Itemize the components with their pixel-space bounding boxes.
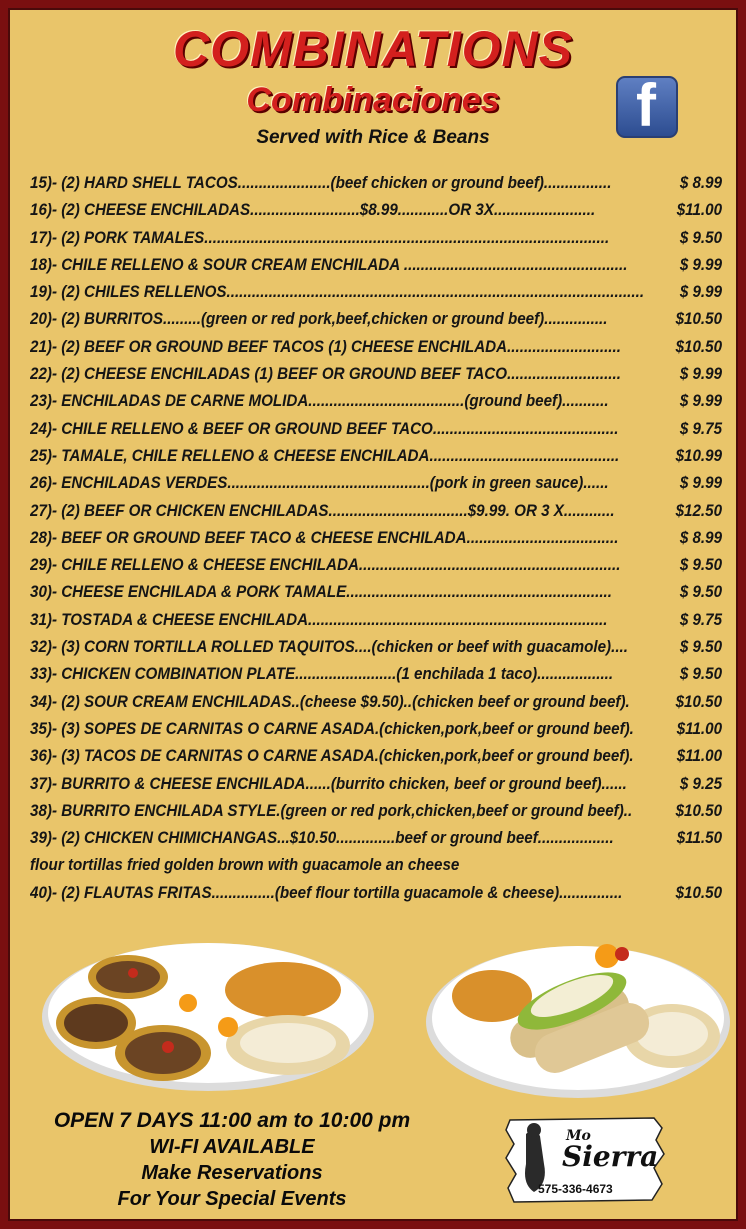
menu-item <box>30 689 722 716</box>
menu-item <box>30 416 722 443</box>
item-description: 20)- (2) BURRITOS.........(green or red pork,beef,chicken or ground beef)............... <box>30 310 608 329</box>
item-price: $ 9.50 <box>679 665 723 684</box>
item-price: $ 9.99 <box>679 392 723 411</box>
item-price: $ 8.99 <box>679 174 723 192</box>
item-description: 30)- CHEESE ENCHILADA & PORK TAMALE............................................................... <box>30 583 612 602</box>
item-price: $10.50 <box>675 692 723 711</box>
item-description: 22)- (2) CHEESE ENCHILADAS (1) BEEF OR GROUND BEEF TACO........................... <box>30 365 621 384</box>
item-description: 24)- CHILE RELLENO & BEEF OR GROUND BEEF TACO............................................ <box>30 419 619 438</box>
item-price: $10.50 <box>675 801 723 820</box>
menu-board <box>8 8 738 1221</box>
item-description: 36)- (3) TACOS DE CARNITAS O CARNE ASADA.(chicken,pork,beef or ground beef). <box>30 747 634 766</box>
menu-item <box>30 197 722 224</box>
menu-item <box>30 470 722 497</box>
item-price: $10.50 <box>675 883 723 902</box>
item-price: $ 9.25 <box>679 774 723 793</box>
menu-item <box>30 825 722 852</box>
item-price: $ 9.50 <box>679 228 723 247</box>
chimichanga-note: flour tortillas fried golden brown with guacamole an cheese <box>30 856 460 875</box>
item-price: $ 9.75 <box>679 419 723 438</box>
item-price: $ 8.99 <box>679 528 723 547</box>
menu-item <box>30 579 722 606</box>
facebook-icon[interactable] <box>616 72 678 139</box>
item-description: 17)- (2) PORK TAMALES................................................................................................ <box>30 228 610 247</box>
item-price: $11.00 <box>676 719 723 738</box>
menu-item <box>30 252 722 279</box>
item-price: $11.50 <box>676 829 723 848</box>
item-description: 21)- (2) BEEF OR GROUND BEEF TACOS (1) CHEESE ENCHILADA........................... <box>30 337 621 356</box>
item-price: $ 9.75 <box>679 610 723 629</box>
item-description: 38)- BURRITO ENCHILADA STYLE.(green or red pork,chicken,beef or ground beef).. <box>30 801 633 820</box>
item-description: 40)- (2) FLAUTAS FRITAS...............(beef flour tortilla guacamole & cheese)............... <box>30 883 623 902</box>
menu-item <box>30 306 722 333</box>
phone-number: 575-336-4673 <box>538 1182 613 1196</box>
menu-item <box>30 279 722 306</box>
footer-info <box>22 1108 442 1212</box>
menu-item <box>30 798 722 825</box>
tacos-plate-image <box>38 935 378 1095</box>
wifi-notice: WI-FI AVAILABLE <box>149 1136 315 1158</box>
item-description: 19)- (2) CHILES RELLENOS................................................................................................... <box>30 283 645 302</box>
item-description: 16)- (2) CHEESE ENCHILADAS..........................$8.99............OR 3X........................ <box>30 201 596 220</box>
item-price: $10.99 <box>675 446 723 465</box>
item-price: $11.00 <box>676 201 723 220</box>
menu-item <box>30 634 722 661</box>
facebook-letter: f <box>636 72 656 139</box>
item-description: 25)- TAMALE, CHILE RELLENO & CHEESE ENCHILADA............................................. <box>30 446 620 465</box>
menu-item <box>30 361 722 388</box>
menu-item <box>30 880 722 907</box>
item-description: 39)- (2) CHICKEN CHIMICHANGAS...$10.50..............beef or ground beef.................. <box>30 829 614 848</box>
item-description: 29)- CHILE RELLENO & CHEESE ENCHILADA.............................................................. <box>30 556 621 575</box>
item-price: $ 9.99 <box>679 283 723 302</box>
menu-item <box>30 525 722 552</box>
menu-item <box>30 661 722 688</box>
item-description: 27)- (2) BEEF OR CHICKEN ENCHILADAS.................................$9.99. OR 3 X............ <box>30 501 615 520</box>
menu-item <box>30 388 722 415</box>
opening-hours: OPEN 7 DAYS 11:00 am to 10:00 pm <box>53 1109 411 1132</box>
item-price: $10.50 <box>675 310 723 329</box>
menu-item <box>30 498 722 525</box>
served-with-note: Served with Rice & Beans <box>256 127 490 148</box>
item-price: $ 9.99 <box>679 365 723 384</box>
item-price: $12.50 <box>675 501 723 520</box>
item-description: 35)- (3) SOPES DE CARNITAS O CARNE ASADA.(chicken,pork,beef or ground beef). <box>30 719 634 738</box>
item-description: 26)- ENCHILADAS VERDES................................................(pork in green sauce)...... <box>30 474 609 493</box>
combination-list <box>30 170 722 907</box>
item-description: 28)- BEEF OR GROUND BEEF TACO & CHEESE ENCHILADA.................................... <box>30 528 619 547</box>
logo-name: Sierra <box>562 1140 659 1173</box>
menu-item <box>30 607 722 634</box>
logo-prefix: Mo <box>566 1128 591 1144</box>
menu-item <box>30 552 722 579</box>
menu-item <box>30 771 722 798</box>
menu-item <box>30 716 722 743</box>
item-description: 31)- TOSTADA & CHEESE ENCHILADA....................................................................... <box>30 610 608 629</box>
item-description: 15)- (2) HARD SHELL TACOS......................(beef chicken or ground beef)................ <box>30 174 612 192</box>
item-description: 18)- CHILE RELLENO & SOUR CREAM ENCHILADA ..................................................... <box>30 255 628 274</box>
chimichanga-plate-image <box>422 926 734 1106</box>
item-price: $ 9.50 <box>679 556 723 575</box>
item-description: 23)- ENCHILADAS DE CARNE MOLIDA.....................................(ground beef)........... <box>30 392 609 411</box>
menu-item <box>30 743 722 770</box>
item-description: 37)- BURRITO & CHEESE ENCHILADA......(burrito chicken, beef or ground beef)...... <box>30 774 627 793</box>
menu-item <box>30 225 722 252</box>
item-description: 34)- (2) SOUR CREAM ENCHILADAS..(cheese $9.50)..(chicken beef or ground beef). <box>30 692 630 711</box>
special-events-notice: For Your Special Events <box>117 1188 347 1210</box>
item-price: $ 9.99 <box>679 474 723 493</box>
menu-title: COMBINATIONS <box>173 21 573 77</box>
item-price: $11.00 <box>676 747 723 766</box>
menu-item <box>30 334 722 361</box>
reservations-notice: Make Reservations <box>141 1162 323 1184</box>
item-price: $10.50 <box>675 337 723 356</box>
item-price: $ 9.99 <box>679 255 723 274</box>
menu-subtitle: Combinaciones <box>246 81 500 119</box>
item-description: 32)- (3) CORN TORTILLA ROLLED TAQUITOS....(chicken or beef with guacamole).... <box>30 638 628 657</box>
menu-item <box>30 170 722 197</box>
item-price: $ 9.50 <box>679 638 723 657</box>
item-description: 33)- CHICKEN COMBINATION PLATE........................(1 enchilada 1 taco).................. <box>30 665 614 684</box>
menu-item <box>30 443 722 470</box>
item-price: $ 9.50 <box>679 583 723 602</box>
